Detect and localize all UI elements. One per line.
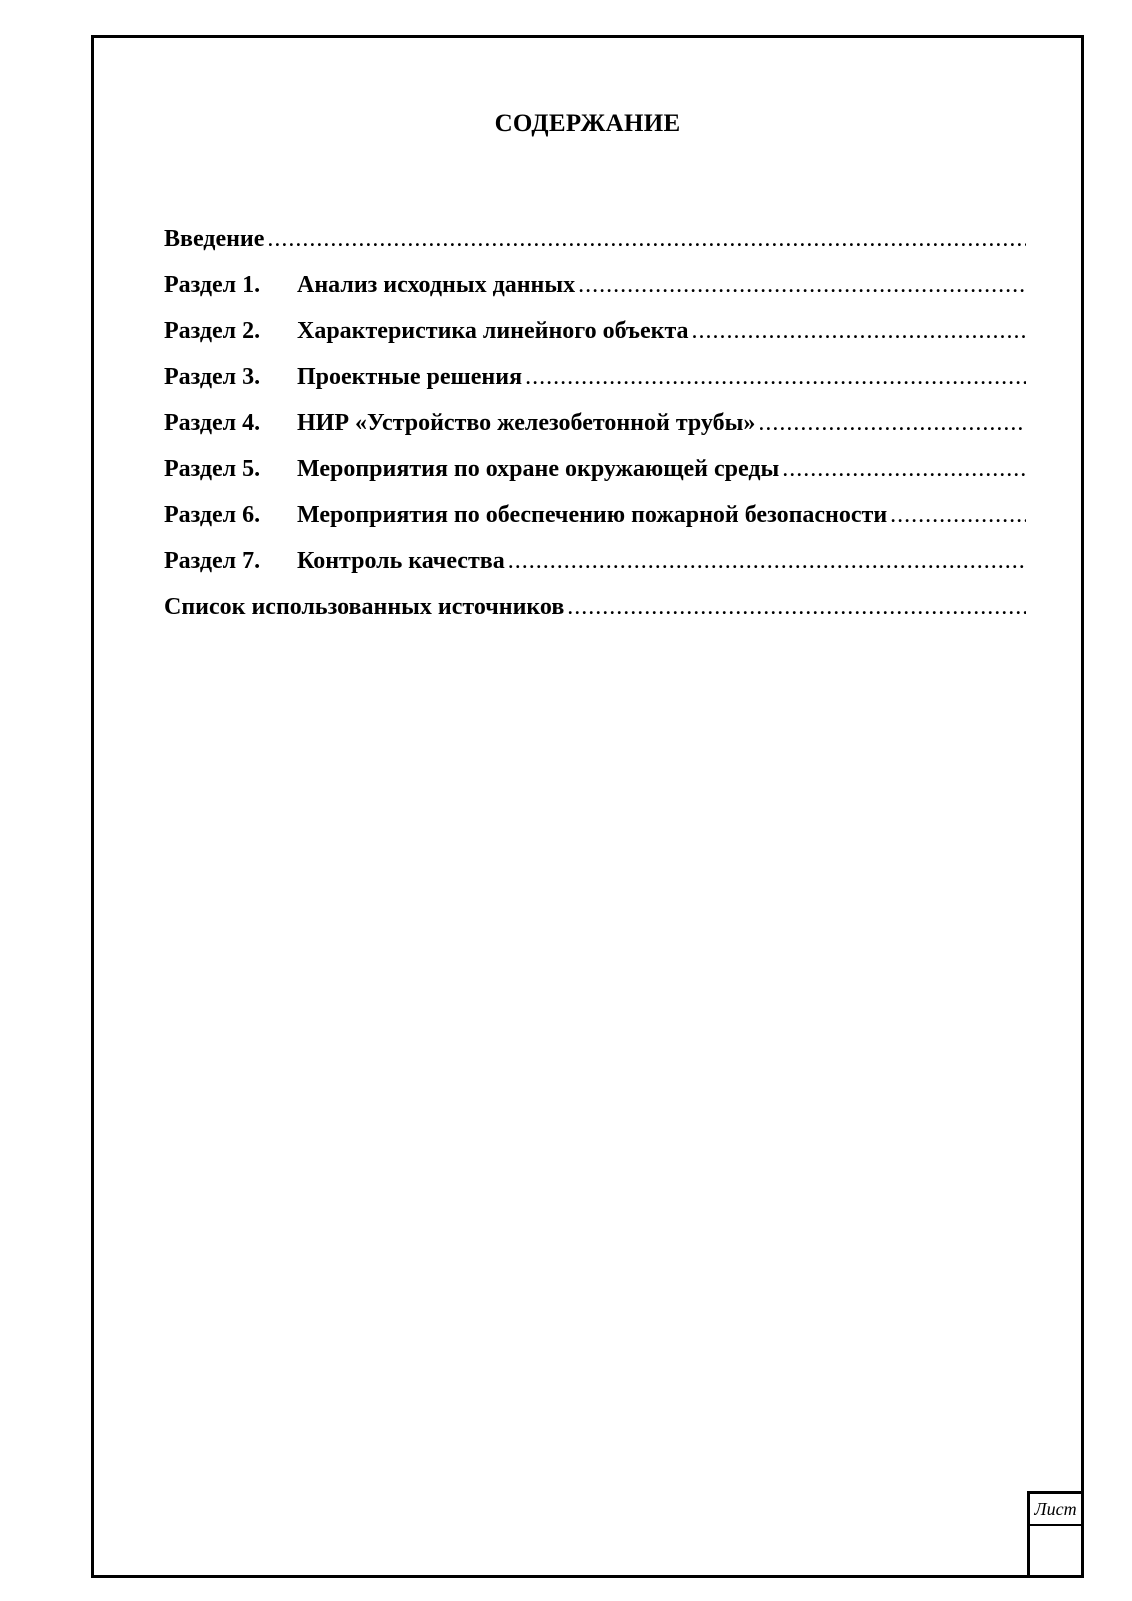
toc-leader-dots [567,594,1026,621]
toc-item-number: Раздел 1. [164,272,261,298]
toc-item-text: Контроль качества [297,548,505,574]
toc-item-text: Список использованных источников [164,594,565,620]
toc-leader-dots [525,364,1026,391]
toc-item-number: Раздел 6. [164,502,261,528]
toc-item-section-6[interactable] [164,502,1034,548]
toc-leader-dots [890,502,1026,529]
toc-item-section-5[interactable] [164,456,1034,502]
sheet-label: Лист [1030,1494,1081,1526]
toc-leader-dots [692,318,1026,345]
toc-item-section-3[interactable] [164,364,1034,410]
page-title: СОДЕРЖАНИЕ [494,110,681,137]
toc-item-text: Мероприятия по охране окружающей среды [297,456,780,482]
toc-item-references[interactable] [164,594,1034,640]
sheet-number-field [1030,1526,1081,1576]
sheet-number-stamp [1027,1491,1084,1578]
toc-item-number: Раздел 4. [164,410,261,436]
toc-item-text: НИР «Устройство железобетонной трубы» [297,410,756,436]
toc-item-text: Характеристика линейного объекта [297,318,689,344]
toc-item-section-1[interactable] [164,272,1034,318]
toc-leader-dots [267,226,1026,253]
toc-leader-dots [782,456,1026,483]
toc-item-number: Раздел 3. [164,364,261,390]
toc-item-section-7[interactable] [164,548,1034,594]
toc-leader-dots [758,410,1026,437]
toc-item-number: Раздел 5. [164,456,261,482]
toc-item-text: Мероприятия по обеспечению пожарной безопасности [297,502,888,528]
toc-item-number: Раздел 7. [164,548,261,574]
toc-item-text: Проектные решения [297,364,523,390]
toc-item-text: Введение [164,226,265,252]
toc-item-section-4[interactable] [164,410,1034,456]
toc-item-introduction[interactable] [164,226,1034,272]
toc-leader-dots [508,548,1026,575]
toc-leader-dots [578,272,1026,299]
toc-item-section-2[interactable] [164,318,1034,364]
toc-item-number: Раздел 2. [164,318,261,344]
page-frame [91,35,1084,1578]
toc-item-text: Анализ исходных данных [297,272,576,298]
table-of-contents [164,226,1034,640]
